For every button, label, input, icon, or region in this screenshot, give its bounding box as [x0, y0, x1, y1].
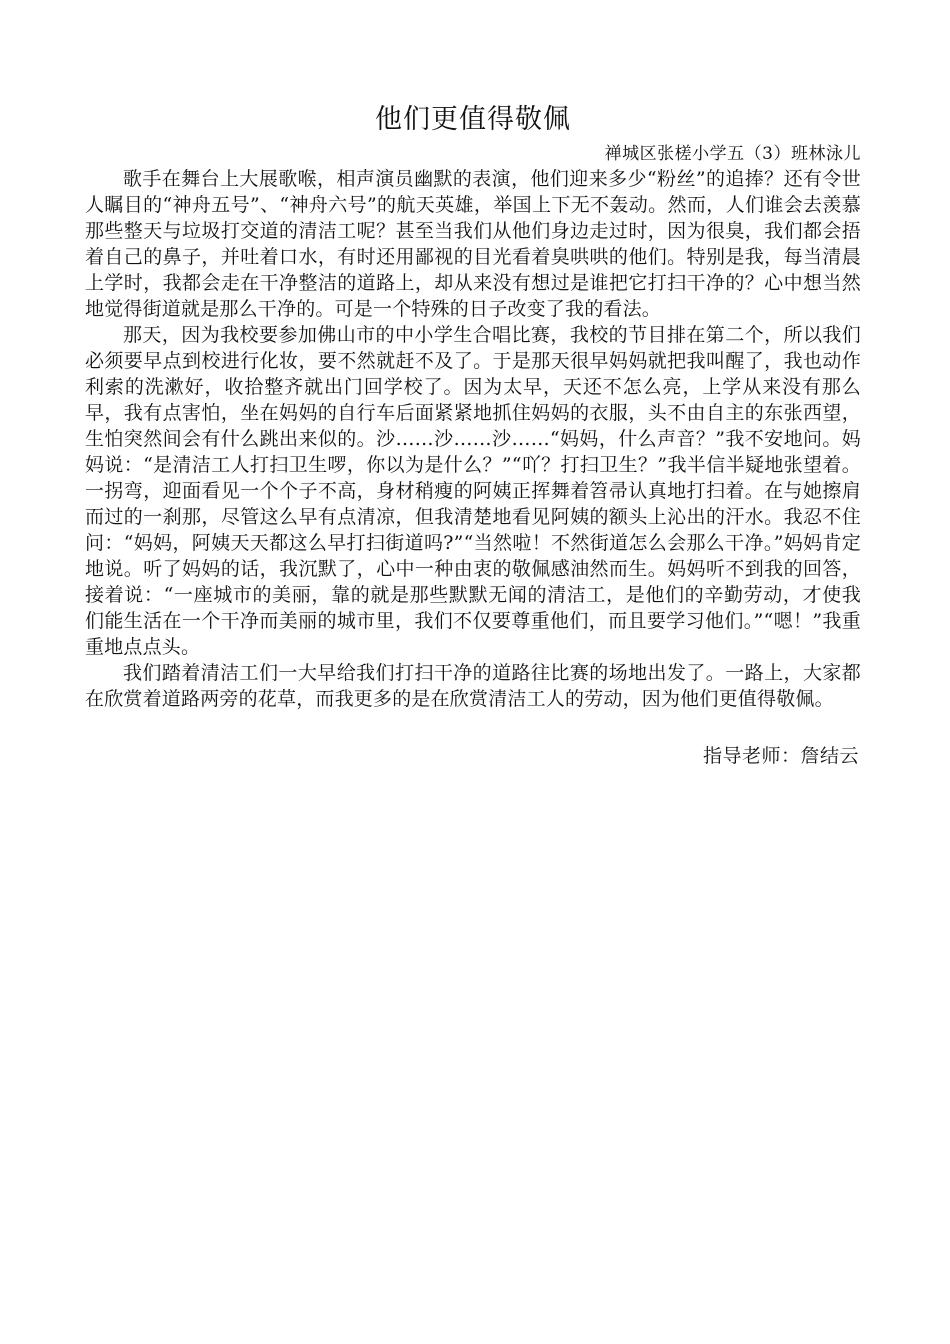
essay-body	[85, 166, 861, 712]
document-page	[85, 100, 861, 770]
document-title: 他们更值得敬佩	[375, 104, 571, 135]
paragraph-3: 我们踏着清洁工们一大早给我们打扫干净的道路往比赛的场地出发了。一路上，大家都在欣赏着道路两旁的花草，而我更多的是在欣赏清洁工人的劳动，因为他们更值得敬佩。	[85, 662, 861, 710]
paragraph-2: 那天，因为我校要参加佛山市的中小学生合唱比赛，我校的节目排在第二个，所以我们必须要早点到校进行化妆，要不然就赶不及了。于是那天很早妈妈就把我叫醒了，我也动作利索的洗漱好，收拾整齐就出门回学校了。因为太早，天还不怎么亮，上学从来没有那么早，我有点害怕，坐在妈妈的自行车后面紧紧地抓住妈妈的衣服，头不由自主的东张西望，生怕突然间会有什么跳出来似的。沙……沙……沙……“妈妈，什么声音？”我不安地问。妈妈说：“是清洁工人打扫卫生啰，你以为是什么？”“吖？打扫卫生？”我半信半疑地张望着。一拐弯，迎面看见一个个子不高，身材稍瘦的阿姨正挥舞着笤帚认真地打扫着。在与她擦肩而过的一刹那，尽管这么早有点清凉，但我清楚地看见阿姨的额头上沁出的汗水。我忍不住问：“妈妈，阿姨天天都这么早打扫街道吗?”“当然啦！不然街道怎么会那么干净。”妈妈肯定地说。听了妈妈的话，我沉默了，心中一种由衷的敬佩感油然而生。妈妈听不到我的回答，接着说：“一座城市的美丽，靠的就是那些默默无闻的清洁工，是他们的辛勤劳动，才使我们能生活在一个干净而美丽的城市里，我们不仅要尊重他们，而且要学习他们。”“嗯！”我重重地点点头。	[85, 324, 861, 658]
author-line: 禅城区张槎小学五（3）班林泳儿	[604, 144, 861, 164]
teacher-line: 指导老师：詹结云	[702, 745, 859, 767]
paragraph-1: 歌手在舞台上大展歌喉，相声演员幽默的表演，他们迎来多少“粉丝”的追捧？还有令世人瞩目的“神舟五号”、“神舟六号”的航天英雄，举国上下无不轰动。然而，人们谁会去羡慕那些整天与垃圾打交道的清洁工呢？甚至当我们从他们身边走过时，因为很臭，我们都会捂着自己的鼻子，并吐着口水，有时还用鄙视的目光看着臭哄哄的他们。特别是我，每当清晨上学时，我都会走在干净整洁的道路上，却从来没有想过是谁把它打扫干净的？心中想当然地觉得街道就是那么干净的。可是一个特殊的日子改变了我的看法。	[85, 168, 861, 320]
